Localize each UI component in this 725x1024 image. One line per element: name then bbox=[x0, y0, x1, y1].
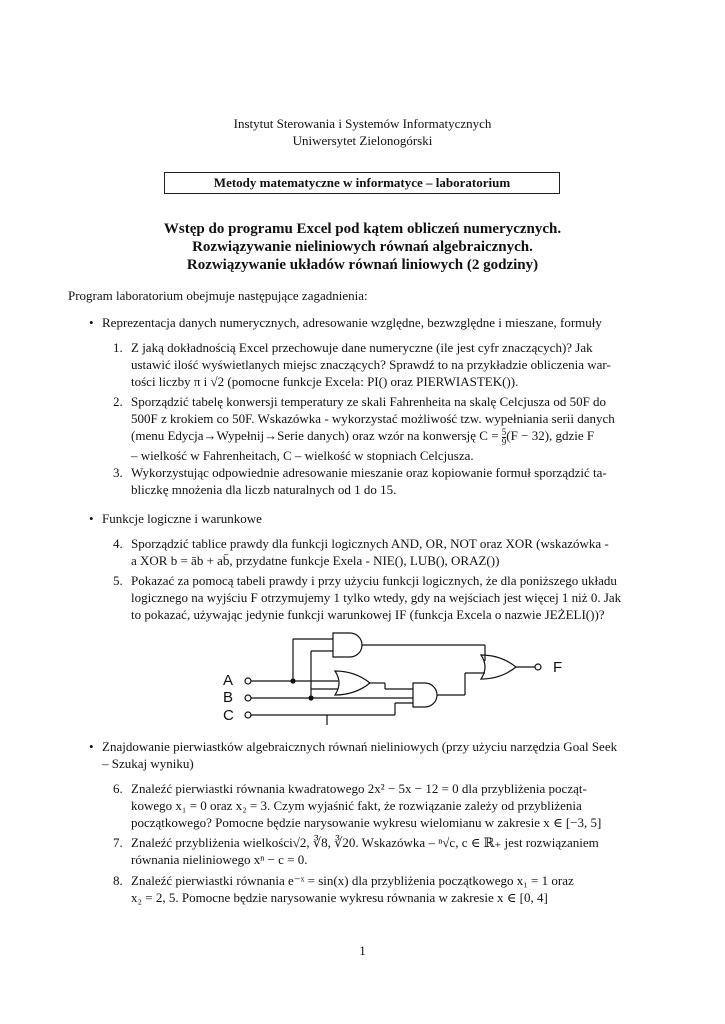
input-c-label: C bbox=[223, 707, 234, 724]
item-number: 7. bbox=[113, 835, 123, 850]
list-item bbox=[113, 780, 656, 831]
item-line: 500F z krokiem co 50F. Wskazówka - wykorzystać możliwość tzw. wypełniania serii danych bbox=[131, 411, 615, 426]
item-number: 2. bbox=[113, 394, 123, 409]
item-number: 3. bbox=[113, 465, 123, 480]
item-line-text: (F − 32), gdzie F bbox=[506, 428, 595, 443]
title-line-2: Rozwiązywanie nieliniowych równań algebraicznych. bbox=[192, 239, 533, 255]
section-heading bbox=[89, 738, 656, 772]
item-line: Sporządzić tablice prawdy dla funkcji logicznych AND, OR, NOT oraz XOR (wskazówka - bbox=[131, 536, 609, 551]
university-name: Uniwersytet Zielonogórski bbox=[292, 133, 433, 148]
item-line-with-formula bbox=[131, 427, 656, 447]
or-gate-middle bbox=[335, 671, 370, 695]
item-line: kowego x₁ = 0 oraz x₂ = 3. Czym wyjaśnić fakt, że rozwiązanie zależy od przybliżenia bbox=[131, 798, 582, 813]
list-item bbox=[113, 464, 656, 498]
list-item bbox=[113, 393, 656, 464]
list-item bbox=[113, 834, 656, 868]
fraction-numerator: 5 bbox=[501, 426, 507, 437]
item-line: to pokazać, używając jedynie funkcji warunkowej IF (funkcja Excela o nazwie JEŻELI())? bbox=[131, 607, 605, 622]
item-line: ustawić ilość wyświetlanych miejsc znaczących? Sprawdź to na przykładzie obliczenia war- bbox=[131, 357, 611, 372]
and-gate-top bbox=[333, 633, 362, 657]
item-line: Znaleźć pierwiastki równania kwadratowego 2x² − 5x − 12 = 0 dla przybliżenia począt- bbox=[131, 781, 587, 796]
section-3-heading-line: Znajdowanie pierwiastków algebraicznych równań nieliniowych (przy użyciu narzędzia Goal Seek bbox=[102, 739, 618, 754]
title-line-1: Wstęp do programu Excel pod kątem obliczeń numerycznych. bbox=[163, 221, 562, 237]
input-b-label: B bbox=[223, 689, 234, 706]
fraction-denominator: 9 bbox=[501, 436, 507, 447]
title-line-3: Rozwiązywanie układów równań liniowych (2 godziny) bbox=[186, 257, 539, 273]
item-number: 1. bbox=[113, 340, 123, 355]
item-line: początkowego? Pomocne będzie narysowanie wykresu wielomianu w zakresie x ∈ [−3, 5] bbox=[131, 815, 602, 830]
list-item bbox=[113, 872, 656, 906]
list-item bbox=[113, 572, 656, 623]
bullet-icon: • bbox=[89, 739, 94, 754]
item-line: Znaleźć pierwiastki równania e⁻ˣ = sin(x) dla przybliżenia początkowego x₁ = 1 oraz bbox=[131, 873, 574, 888]
item-line-text: (menu Edycja→Wypełnij→Serie danych) oraz wzór na konwersję C = bbox=[131, 428, 502, 443]
item-number: 5. bbox=[113, 573, 123, 588]
page-number: 1 bbox=[359, 943, 366, 958]
section-heading bbox=[89, 314, 602, 331]
list-item bbox=[113, 339, 656, 390]
and-gate-bottom bbox=[413, 683, 437, 707]
item-line: Pokazać za pomocą tabeli prawdy i przy użyciu funkcji logicznych, że dla poniższego układu bbox=[131, 573, 617, 588]
item-line: Z jaką dokładnością Excel przechowuje dane numeryczne (ile jest cyfr znaczących)? Jak bbox=[131, 340, 593, 355]
output-f-label: F bbox=[553, 659, 563, 676]
intro-text: Program laboratorium obejmuje następujące zagadnienia: bbox=[68, 288, 368, 303]
item-line: – wielkość w Fahrenheitach, C – wielkość w stopniach Celcjusza. bbox=[131, 447, 474, 463]
item-line: bliczkę mnożenia dla liczb naturalnych od 1 do 15. bbox=[131, 482, 397, 497]
item-number: 8. bbox=[113, 873, 123, 888]
course-title-box: Metody matematyczne w informatyce – laboratorium bbox=[164, 172, 560, 194]
section-3-heading-line: – Szukaj wyniku) bbox=[102, 756, 194, 771]
section-heading bbox=[89, 510, 262, 527]
item-line: x₂ = 2, 5. Pomocne będzie narysowanie wykresu równania w zakresie x ∈ [0, 4] bbox=[131, 890, 548, 905]
list-item bbox=[113, 535, 656, 569]
item-line: a XOR b = āb + ab̄, przydatne funkcje Exela - NIE(), LUB(), ORAZ()) bbox=[131, 553, 500, 568]
item-number: 4. bbox=[113, 536, 123, 551]
section-1-heading: Reprezentacja danych numerycznych, adresowanie względne, bezwzględne i mieszane, formuły bbox=[102, 315, 602, 330]
input-a-label: A bbox=[223, 672, 234, 689]
bullet-icon: • bbox=[89, 511, 94, 526]
item-line: Znaleźć przybliżenia wielkości√2, ∛8, ∛20. Wskazówka – ⁿ√c, c ∈ ℝ₊ jest rozwiązaniem bbox=[131, 835, 599, 850]
logic-circuit-diagram bbox=[215, 625, 585, 725]
section-2-heading: Funkcje logiczne i warunkowe bbox=[102, 511, 262, 526]
item-line: równania nieliniowego xⁿ − c = 0. bbox=[131, 852, 308, 867]
item-line: Sporządzić tabelę konwersji temperatury ze skali Fahrenheita na skalę Celcjusza od 50F do bbox=[131, 394, 607, 409]
or-gate-output bbox=[481, 655, 516, 679]
item-number: 6. bbox=[113, 781, 123, 796]
institute-name: Instytut Sterowania i Systemów Informatycznych bbox=[233, 116, 492, 131]
item-line: Wykorzystując odpowiednie adresowanie mieszanie oraz kopiowanie formuł sporządzić ta- bbox=[131, 465, 607, 480]
item-line: logicznego na wyjściu F otrzymujemy 1 tylko wtedy, gdy na wejściach jest więcej 1 niż 0. Jak bbox=[131, 590, 622, 605]
item-line: tości liczby π i √2 (pomocne funkcje Excela: PI() oraz PIERWIASTEK()). bbox=[131, 374, 519, 389]
bullet-icon: • bbox=[89, 315, 94, 330]
